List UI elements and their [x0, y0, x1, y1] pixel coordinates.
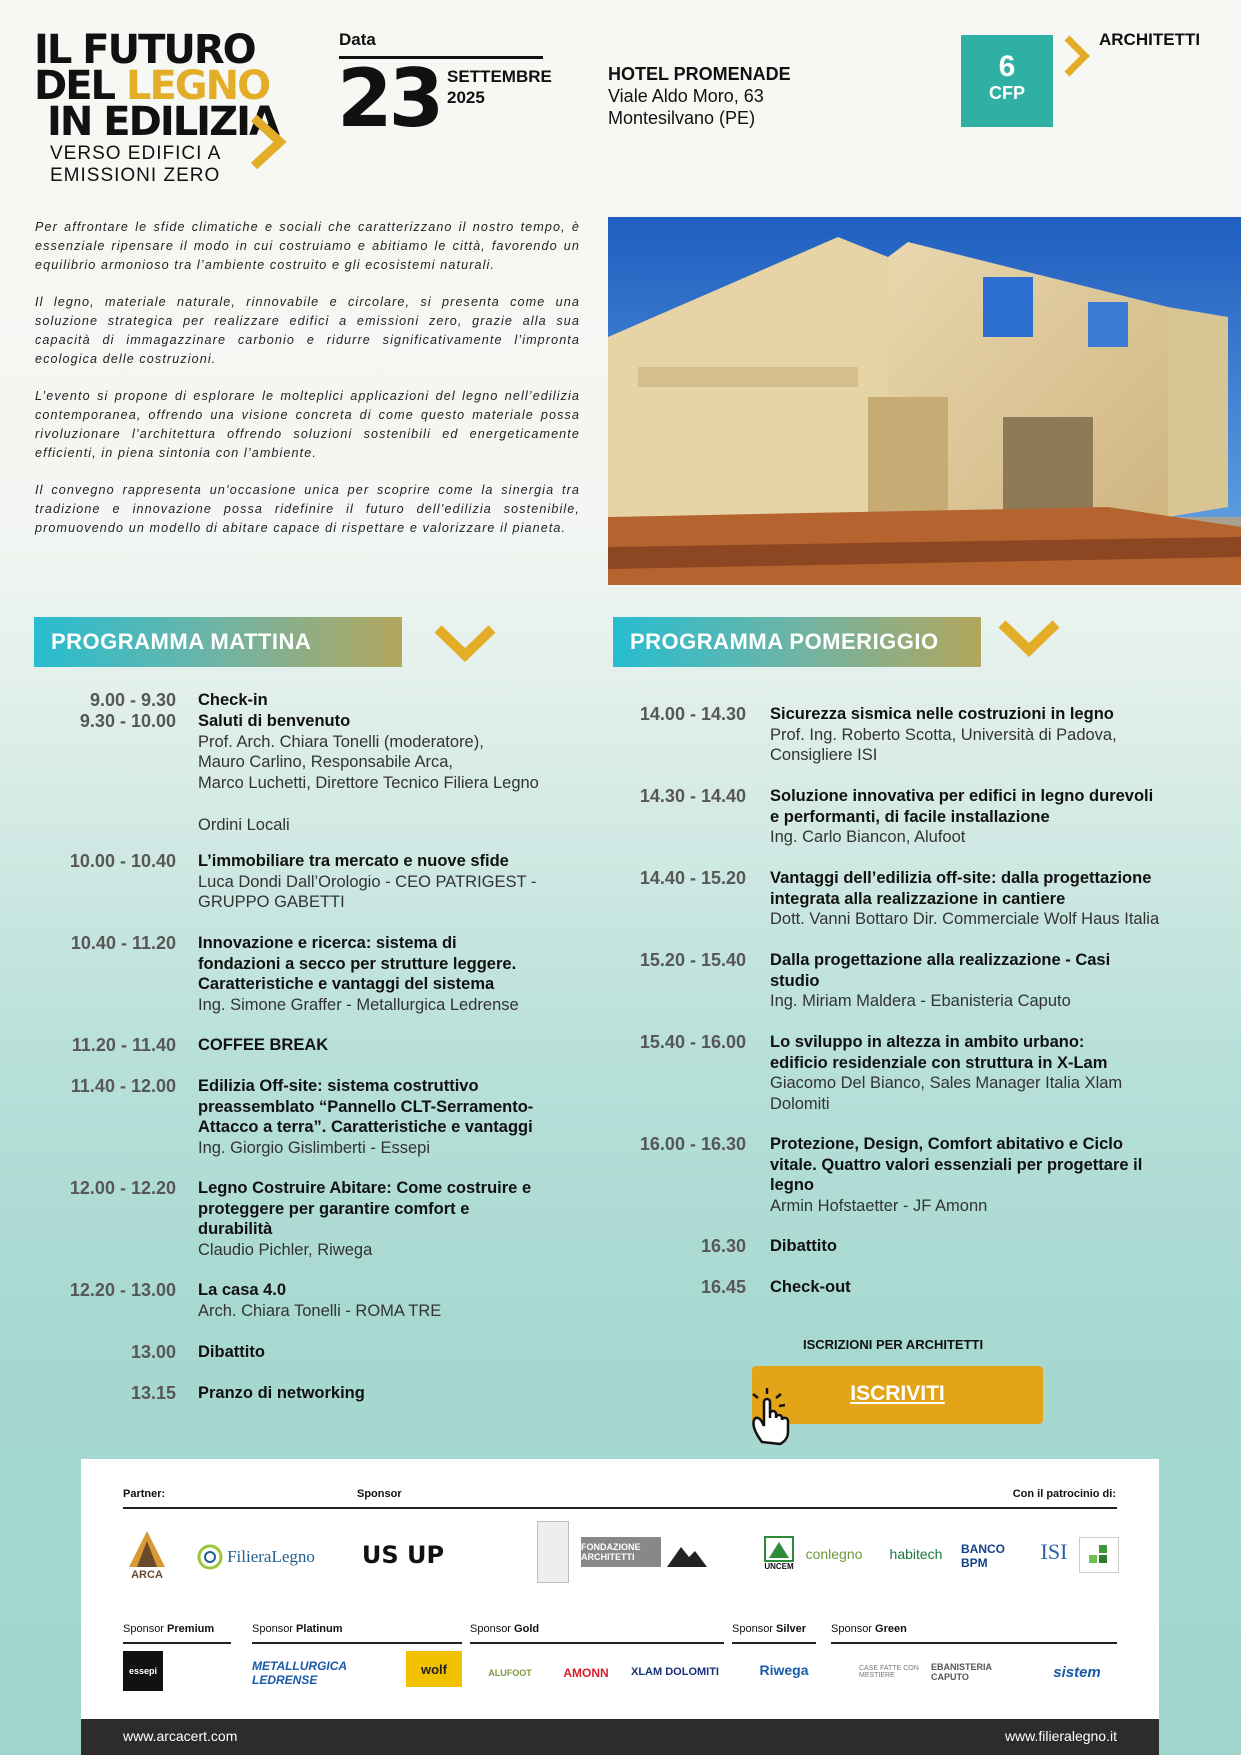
hand-pointer-icon — [746, 1386, 802, 1448]
program-speaker: Ing. Miriam Maldera - Ebanisteria Caputo — [770, 992, 1071, 1011]
program-item — [50, 711, 590, 835]
program-item — [620, 1236, 1210, 1258]
morning-program-list — [50, 690, 590, 1405]
program-title: L’immobiliare tra mercato e nuove sfide — [198, 852, 509, 870]
subtitle-line-2: EMISSIONI ZERO — [50, 165, 221, 186]
program-time: 14.30 - 14.40 — [639, 786, 746, 806]
green-squares-logo — [1079, 1537, 1119, 1573]
program-title: Lo sviluppo in altezza in ambito urbano: edificio residenziale con struttura in X-Lam — [770, 1033, 1108, 1072]
program-item — [50, 690, 590, 710]
program-title: Innovazione e ricerca: sistema di fondazioni a secco per strutture leggere. Caratteristiche e vantaggi del sistema — [198, 934, 517, 994]
program-speaker: Arch. Chiara Tonelli - ROMA TRE — [198, 1301, 442, 1320]
wolf-logo: wolf — [406, 1651, 462, 1687]
filieralegno-logo: FilieraLegno — [191, 1539, 321, 1575]
program-speaker: Ing. Giorgio Gislimberti - Essepi — [198, 1139, 430, 1158]
intro-paragraph: Per affrontare le sfide climatiche e sociali che caratterizzano il nostro tempo, è essenziale ripensare il modo in cui costruiamo e abitiamo le città, favorendo un equilibrio armonioso tra l’ambiente costruito e gli ecosistemi naturali. — [35, 220, 580, 272]
arcacert-link[interactable]: www.arcacert.com — [123, 1728, 238, 1744]
tier-divider — [252, 1642, 462, 1644]
program-speaker: Ing. Simone Graffer - Metallurgica Ledrense — [198, 996, 519, 1015]
cfp-unit: CFP — [989, 83, 1025, 103]
xlam-dolomiti-logo: XLAM DOLOMITI — [631, 1666, 719, 1678]
program-item — [620, 786, 1210, 848]
chevron-right-icon — [1062, 34, 1092, 78]
program-time: 9.30 - 10.00 — [79, 711, 176, 731]
uncem-logo: UNCEM — [761, 1533, 797, 1573]
timber-building-photo — [608, 217, 1241, 585]
program-item — [620, 704, 1210, 766]
register-button[interactable]: ISCRIVITI — [752, 1366, 1043, 1424]
title-word-del: DEL — [34, 63, 126, 109]
arca-logo: ARCA — [123, 1524, 171, 1586]
event-title-line-3: IN EDILIZIA — [47, 99, 278, 145]
venue-name: HOTEL PROMENADE — [608, 64, 791, 84]
event-day: 23 — [337, 52, 441, 145]
program-title: Sicurezza sismica nelle costruzioni in legno — [770, 705, 1114, 723]
tier-premium-caption: Sponsor Premium — [123, 1623, 215, 1635]
tier-platinum-caption: Sponsor Platinum — [252, 1623, 343, 1635]
program-time: 15.40 - 16.00 — [639, 1032, 746, 1052]
program-item — [50, 933, 590, 1015]
banco-bpm-logo: BANCO BPM — [961, 1542, 1005, 1570]
program-title: Dalla progettazione alla realizzazione - Casi studio — [770, 951, 1111, 990]
program-title: Pranzo di networking — [198, 1384, 365, 1402]
program-time: 11.20 - 11.40 — [71, 1035, 176, 1055]
program-title: Legno Costruire Abitare: Come costruire e proteggere per garantire comfort e durabilità — [198, 1179, 532, 1239]
fondazione-architetti-logo: FONDAZIONE ARCHITETTI — [581, 1537, 661, 1567]
partner-caption: Partner: — [123, 1488, 166, 1500]
chevron-right-icon — [248, 112, 288, 172]
program-item — [50, 1383, 590, 1405]
afternoon-program-list — [620, 704, 1210, 1299]
program-speaker: Giacomo Del Bianco, Sales Manager Italia Xlam Dolomiti — [770, 1074, 1123, 1114]
cfp-number: 6 — [998, 50, 1016, 83]
intro-paragraph: Il legno, materiale naturale, rinnovabile e circolare, si presenta come una soluzione strategica per realizzare edifici a emissioni zero, grazie alla sua capacità di immagazzinare carbonio e ridurre significativamente l’impronta ecologica delle costruzioni. — [35, 295, 580, 366]
program-item — [620, 868, 1210, 930]
program-item — [620, 1277, 1210, 1299]
event-title-line-1: IL FUTURO — [34, 27, 255, 73]
program-title: La casa 4.0 — [198, 1281, 287, 1299]
habitech-logo: habitech — [889, 1546, 943, 1562]
date-label: Data — [339, 30, 376, 49]
amonn-logo: AMONN — [563, 1666, 609, 1680]
program-time: 10.00 - 10.40 — [69, 851, 176, 871]
chevron-down-icon — [432, 621, 498, 665]
case-fatte-logo: CASE FATTE CON MESTIERE — [859, 1665, 919, 1679]
program-title: COFFEE BREAK — [198, 1036, 329, 1054]
program-item — [50, 1280, 590, 1322]
program-title: Edilizia Off-site: sistema costruttivo preassemblato “Pannello CLT-Serramento- Attacco a terra”. Caratteristiche e vantaggi — [198, 1077, 534, 1137]
tier-green-caption: Sponsor Green — [831, 1623, 907, 1635]
sistem-logo: sistem — [1053, 1663, 1101, 1681]
audience-label: ARCHITETTI — [1099, 30, 1201, 49]
program-speaker: Ing. Carlo Biancon, Alufoot — [770, 828, 966, 847]
program-time: 16.00 - 16.30 — [639, 1134, 746, 1154]
tier-divider — [732, 1642, 816, 1644]
tier-divider — [123, 1642, 231, 1644]
filieralegno-link[interactable]: www.filieralegno.it — [1004, 1728, 1117, 1744]
program-title: Check-in — [198, 691, 268, 709]
program-time: 14.00 - 14.30 — [639, 704, 746, 724]
program-item — [50, 1342, 590, 1364]
program-time: 16.45 — [700, 1277, 746, 1297]
program-time: 12.20 - 13.00 — [69, 1280, 176, 1300]
alufoot-logo: ALUFOOT — [488, 1668, 532, 1678]
program-title: Protezione, Design, Comfort abitativo e Ciclo vitale. Quattro valori essenziali per progettare il legno — [770, 1135, 1143, 1195]
program-item — [620, 950, 1210, 1012]
program-title: Soluzione innovativa per edifici in legno durevoli e performanti, di facile installazione — [770, 787, 1154, 826]
program-time: 12.00 - 12.20 — [69, 1178, 176, 1198]
program-item — [50, 1035, 590, 1057]
conlegno-logo: conlegno — [805, 1546, 863, 1562]
column-logo — [537, 1521, 569, 1583]
ebanisteria-caputo-logo: EBANISTERIA CAPUTO — [931, 1662, 992, 1682]
footer-bar — [81, 1719, 1159, 1755]
usup-logo: US UP — [361, 1541, 445, 1569]
chevron-down-icon — [996, 616, 1062, 660]
program-item — [50, 1178, 590, 1260]
program-time: 14.40 - 15.20 — [639, 868, 746, 888]
program-title: Vantaggi dell’edilizia off-site: dalla progettazione integrata alla realizzazione in cantiere — [770, 869, 1152, 908]
event-year: 2025 — [447, 88, 485, 107]
registration-label: ISCRIZIONI PER ARCHITETTI — [803, 1337, 984, 1352]
morning-program-heading: PROGRAMMA MATTINA — [34, 617, 402, 667]
afternoon-program-heading: PROGRAMMA POMERIGGIO — [613, 617, 981, 667]
program-item — [620, 1032, 1210, 1114]
subtitle-line-1: VERSO EDIFICI A — [50, 143, 222, 164]
program-time: 10.40 - 11.20 — [70, 933, 176, 953]
intro-text — [35, 218, 580, 556]
event-month: SETTEMBRE — [447, 67, 552, 86]
program-time: 9.00 - 9.30 — [89, 690, 176, 710]
mountain-logo — [667, 1545, 707, 1567]
program-speaker: Claudio Pichler, Riwega — [198, 1241, 373, 1260]
program-item — [620, 1134, 1210, 1216]
intro-paragraph: L’evento si propone di esplorare le molteplici applicazioni del legno nell’edilizia contemporanea, offrendo una visione concreta di come questo materiale possa rivoluzionare l’architettura offrendo soluzioni sostenibili ed energeticamente efficienti, in piena sintonia con l’ambiente. — [35, 389, 580, 460]
tier-silver-caption: Sponsor Silver — [732, 1623, 807, 1635]
program-time: 15.20 - 15.40 — [639, 950, 746, 970]
program-speaker: Dott. Vanni Bottaro Dir. Commerciale Wolf Haus Italia — [770, 910, 1160, 929]
program-title: Dibattito — [770, 1237, 837, 1255]
venue-block — [608, 63, 791, 129]
essepi-logo: essepi — [123, 1651, 163, 1691]
program-time: 16.30 — [700, 1236, 746, 1256]
event-subtitle — [50, 143, 221, 187]
program-speaker: Prof. Arch. Chiara Tonelli (moderatore), Mauro Carlino, Responsabile Arca, Marco Luchetti, Direttore Tecnico Filiera Legno Ordini Locali — [198, 732, 539, 834]
program-title: Saluti di benvenuto — [198, 712, 351, 730]
cfp-badge — [961, 35, 1053, 127]
program-item — [50, 1076, 590, 1158]
program-time: 11.40 - 12.00 — [70, 1076, 176, 1096]
venue-address: Viale Aldo Moro, 63 — [608, 86, 764, 106]
program-time: 13.00 — [130, 1342, 176, 1362]
patronage-caption: Con il patrocinio di: — [1012, 1488, 1116, 1500]
tier-divider — [831, 1642, 1117, 1644]
program-item — [50, 851, 590, 913]
program-title: Check-out — [770, 1278, 851, 1296]
sponsor-caption: Sponsor — [357, 1488, 402, 1500]
tier-gold-caption: Sponsor Gold — [470, 1623, 540, 1635]
sponsor-divider — [123, 1507, 1117, 1509]
program-speaker: Armin Hofstaetter - JF Amonn — [770, 1197, 988, 1216]
program-time: 13.15 — [130, 1383, 176, 1403]
program-title: Dibattito — [198, 1343, 265, 1361]
sponsors-panel — [81, 1459, 1159, 1719]
metallurgica-ledrense-logo: METALLURGICA LEDRENSE — [252, 1659, 347, 1687]
event-month-year — [447, 66, 552, 108]
program-speaker: Prof. Ing. Roberto Scotta, Università di Padova, Consigliere ISI — [770, 725, 1117, 765]
intro-paragraph: Il convegno rappresenta un’occasione unica per scoprire come la sinergia tra tradizione e innovazione possa ridefinire il futuro dell’edilizia sostenibile, promuovendo un modello di abitare capace di rispettare e valorizzare il pianeta. — [35, 483, 580, 535]
riwega-logo: Riwega — [759, 1662, 809, 1678]
venue-city: Montesilvano (PE) — [608, 108, 756, 128]
isi-logo: ISI — [1040, 1539, 1068, 1564]
title-word-legno: LEGNO — [125, 63, 270, 109]
program-speaker: Luca Dondi Dall’Orologio - CEO PATRIGEST - GRUPPO GABETTI — [198, 872, 537, 912]
tier-divider — [470, 1642, 724, 1644]
